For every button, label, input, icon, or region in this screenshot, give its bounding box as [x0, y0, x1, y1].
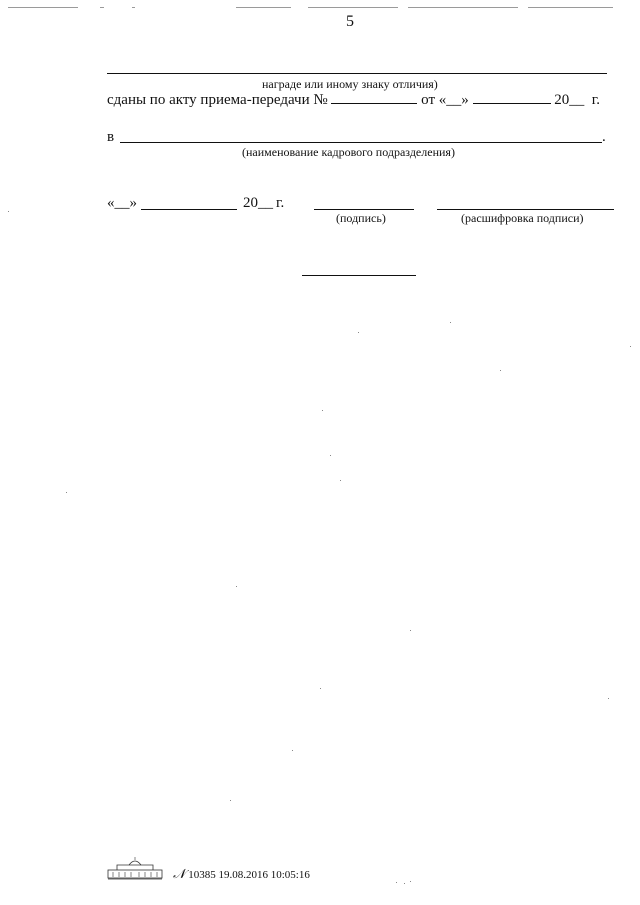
signature-caption: (подпись) — [336, 211, 386, 225]
signature-year-suffix: г. — [276, 195, 285, 211]
department-end-mark: . — [602, 129, 606, 145]
scan-speck — [410, 630, 411, 631]
signature-year-label: 20__ — [243, 195, 273, 211]
department-field-line[interactable] — [120, 142, 602, 143]
act-number-field[interactable] — [331, 91, 417, 104]
award-caption: награде или иному знаку отличия) — [262, 77, 438, 91]
scan-speck — [322, 410, 323, 411]
scan-speck — [630, 346, 631, 347]
signature-date-open: «__» — [107, 195, 137, 211]
scan-speck — [410, 881, 411, 882]
registry-logo-icon — [107, 856, 163, 880]
scan-speck — [320, 688, 321, 689]
signature-field-line[interactable] — [314, 209, 414, 210]
scan-speck — [292, 750, 293, 751]
stamp-text: 10385 19.08.2016 10:05:16 — [188, 869, 310, 881]
scan-speck — [608, 698, 609, 699]
stamp-symbol: 𝒩 — [173, 866, 186, 881]
signature-decoding-field-line[interactable] — [437, 209, 614, 210]
scan-speck — [236, 586, 237, 587]
scan-artifact — [8, 7, 618, 9]
separator-line — [302, 275, 416, 276]
scan-speck — [8, 211, 9, 212]
page-number: 5 — [346, 13, 354, 30]
transfer-date-label: от «__» — [421, 92, 469, 108]
signature-month-field[interactable] — [141, 209, 237, 210]
transfer-act-text: сданы по акту приема-передачи № — [107, 92, 328, 108]
registration-stamp — [173, 866, 310, 882]
scan-speck — [450, 322, 451, 323]
transfer-act-line — [107, 91, 600, 109]
transfer-year-suffix: г. — [591, 92, 600, 108]
award-field-line — [107, 73, 607, 74]
scan-speck — [500, 370, 501, 371]
department-prefix: в — [107, 129, 115, 145]
scan-speck — [396, 882, 397, 883]
transfer-month-field[interactable] — [473, 91, 551, 104]
scan-speck — [66, 492, 67, 493]
signature-decoding-caption: (расшифровка подписи) — [461, 211, 584, 225]
scan-speck — [230, 800, 231, 801]
transfer-year-label: 20__ — [554, 92, 585, 108]
scan-speck — [340, 480, 341, 481]
scan-speck — [358, 332, 359, 333]
scan-speck — [330, 455, 331, 456]
scan-speck — [404, 883, 405, 884]
department-caption: (наименование кадрового подразделения) — [242, 145, 455, 159]
